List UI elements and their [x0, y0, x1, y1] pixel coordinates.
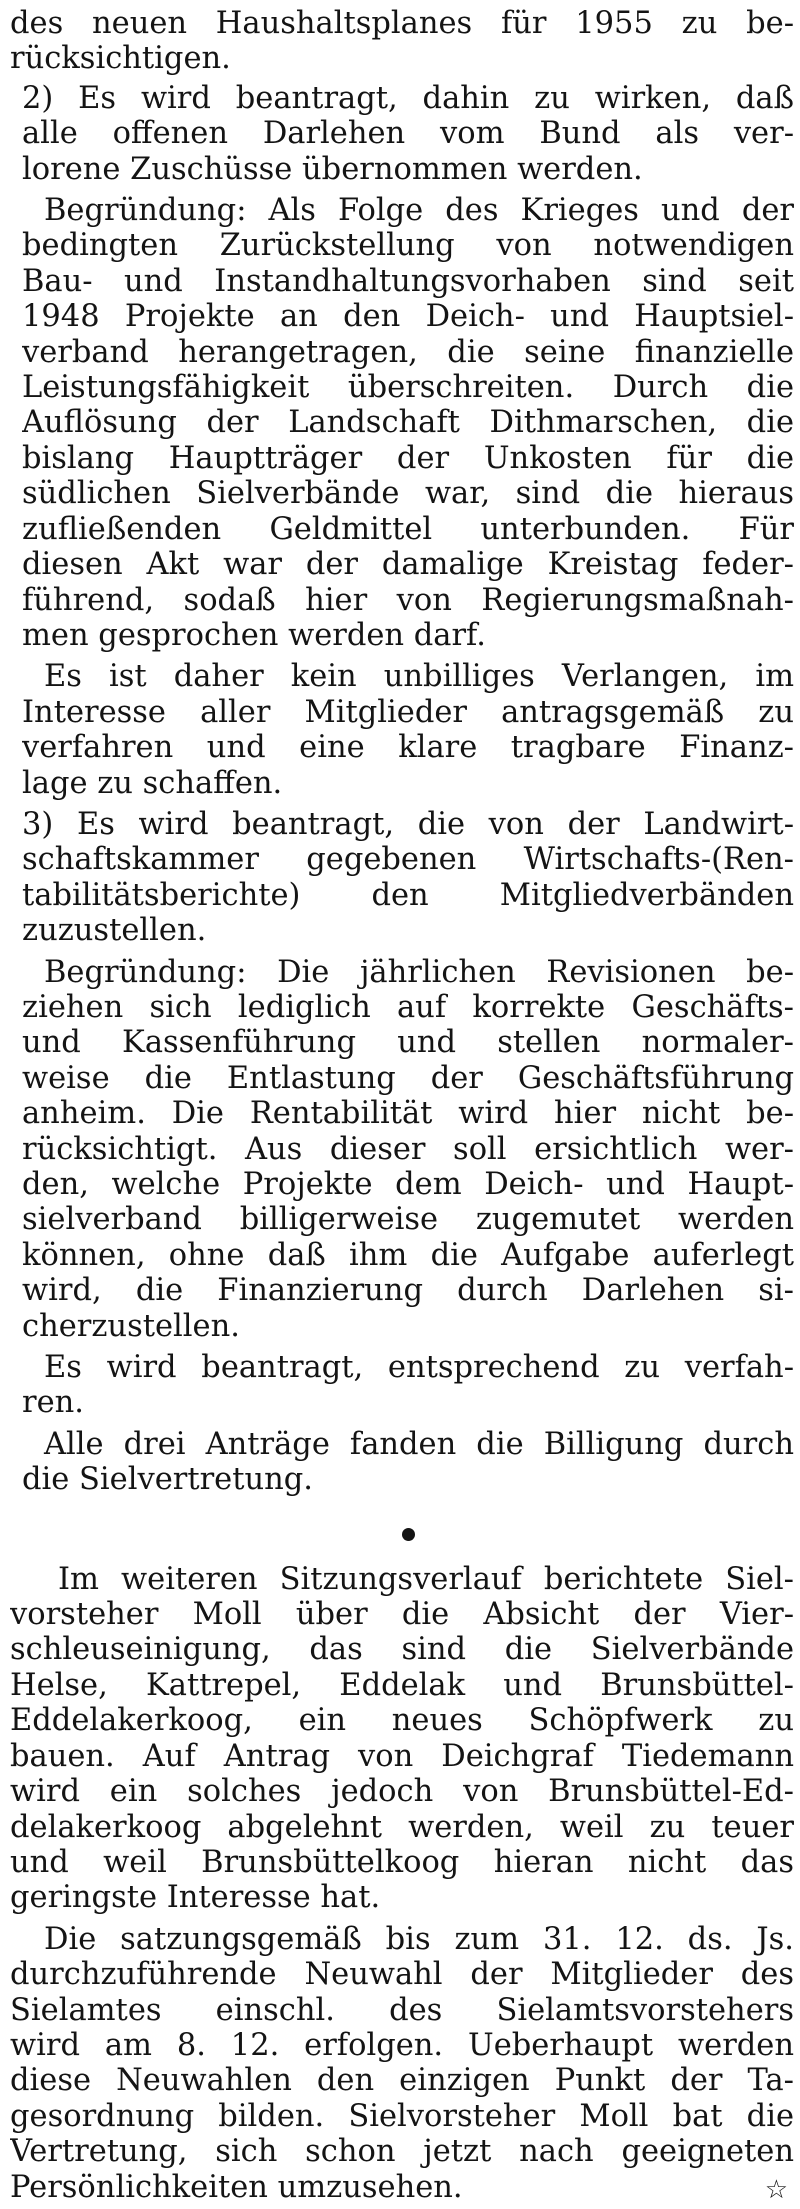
text-line: und Kassenführung und stellen normaler-: [22, 1025, 794, 1061]
text-line: schleuseinigung, das sind die Sielverbände: [10, 1632, 794, 1668]
final-paragraph-wrapper: [10, 1922, 794, 2205]
text-line: Begründung: Als Folge des Krieges und der: [44, 193, 794, 229]
text-line: des neuen Haushaltsplanes für 1955 zu be-: [10, 6, 794, 41]
text-line: die Sielvertretung.: [22, 1462, 313, 1498]
section-separator: [10, 1504, 794, 1562]
text-line: ren.: [22, 1385, 84, 1421]
paragraph-approval: [10, 1427, 794, 1498]
text-line: anheim. Die Rentabilität wird hier nicht be-: [22, 1096, 794, 1132]
text-line: tabilitätsberichte) den Mitgliedverbänden: [22, 877, 794, 913]
text-line: verband herangetragen, die seine finanzielle: [22, 334, 794, 370]
text-line: und weil Brunsbüttelkoog hieran nicht das: [10, 1844, 794, 1880]
paragraph-new-elections: [10, 1922, 794, 2205]
text-line: Die satzungsgemäß bis zum 31. 12. ds. Js.: [44, 1921, 794, 1957]
text-line: können, ohne daß ihm die Aufgabe auferlegt: [22, 1237, 794, 1273]
text-line: Leistungsfähigkeit überschreiten. Durch die: [22, 370, 794, 406]
text-line: Vertretung, sich schon jetzt nach geeigneten: [10, 2134, 794, 2170]
text-line: Es ist daher kein unbilliges Verlangen, im: [44, 659, 794, 695]
text-line: schaftskammer gegebenen Wirtschafts-(Ren-: [22, 842, 794, 878]
text-line: Helse, Kattrepel, Eddelak und Brunsbüttel-: [10, 1667, 794, 1703]
text-line: bislang Hauptträger der Unkosten für die: [22, 440, 794, 476]
paragraph-motion-3-reasoning: [10, 955, 794, 1344]
text-line: zuzustellen.: [22, 913, 207, 949]
text-line: sielverband billigerweise zugemutet werden: [22, 1202, 794, 1238]
text-line: bauen. Auf Antrag von Deichgraf Tiedemann: [10, 1738, 794, 1774]
text-line: Begründung: Die jährlichen Revisionen be-: [44, 954, 794, 990]
text-line: gesordnung bilden. Sielvorsteher Moll bat die: [10, 2098, 794, 2134]
text-line: zufließenden Geldmittel unterbunden. Für: [22, 511, 794, 547]
end-star-icon: ☆: [764, 2174, 788, 2205]
paragraph-motion-3: [10, 807, 794, 949]
paragraph-motion-2-reasoning: [10, 193, 794, 653]
text-line: Bau- und Instandhaltungsvorhaben sind seit: [22, 263, 794, 299]
text-line: durchzuführende Neuwahl der Mitglieder des: [10, 1957, 794, 1993]
text-line: men gesprochen werden darf.: [22, 617, 486, 653]
text-line: diese Neuwahlen den einzigen Punkt der Ta-: [10, 2063, 794, 2099]
text-line: 2) Es wird beantragt, dahin zu wirken, daß: [22, 80, 794, 116]
text-line: wird am 8. 12. erfolgen. Ueberhaupt werden: [10, 2027, 794, 2063]
paragraph-budget-continuation: [10, 6, 794, 77]
text-line: Es wird beantragt, entsprechend zu verfah-: [44, 1350, 794, 1386]
text-line: Auflösung der Landschaft Dithmarschen, die: [22, 405, 794, 441]
text-line: alle offenen Darlehen vom Bund als ver-: [22, 116, 794, 152]
paragraph-unreasonable-demand: [10, 659, 794, 801]
text-line: Persönlichkeiten umzusehen.: [10, 2169, 463, 2205]
text-line: südlichen Sielverbände war, sind die hieraus: [22, 476, 794, 512]
text-line: Sielamtes einschl. des Sielamtsvorstehers: [10, 1992, 794, 2028]
text-line: lorene Zuschüsse übernommen werden.: [22, 151, 643, 187]
paragraph-pumping-station: [10, 1562, 794, 1916]
bullet-dot-icon: [402, 1528, 415, 1541]
text-line: ziehen sich lediglich auf korrekte Geschäfts-: [22, 989, 794, 1025]
text-line: geringste Interesse hat.: [10, 1880, 381, 1916]
text-line: den, welche Projekte dem Deich- und Haupt-: [22, 1167, 794, 1202]
text-line: bedingten Zurückstellung von notwendigen: [22, 228, 794, 264]
text-line: rücksichtigt. Aus dieser soll ersichtlich wer-: [22, 1131, 794, 1167]
paragraph-motion-2: [10, 81, 794, 187]
text-line: verfahren und eine klare tragbare Finanz-: [22, 730, 794, 766]
text-line: weise die Entlastung der Geschäftsführung: [22, 1060, 794, 1096]
text-line: wird ein solches jedoch von Brunsbüttel-Ed-: [10, 1774, 794, 1810]
text-line: Interesse aller Mitglieder antragsgemäß zu: [22, 694, 794, 730]
text-line: cherzustellen.: [22, 1308, 240, 1344]
text-line: Alle drei Anträge fanden die Billigung durch: [44, 1426, 794, 1462]
text-line: lage zu schaffen.: [22, 765, 283, 801]
text-line: diesen Akt war der damalige Kreistag feder-: [22, 547, 794, 583]
text-line: vorsteher Moll über die Absicht der Vier-: [10, 1597, 794, 1633]
text-line: führend, sodaß hier von Regierungsmaßnah-: [22, 582, 794, 618]
text-line: rücksichtigen.: [10, 41, 231, 77]
text-line: wird, die Finanzierung durch Darlehen si-: [22, 1273, 794, 1309]
text-line: Eddelakerkoog, ein neues Schöpfwerk zu: [10, 1703, 794, 1739]
text-line: delakerkoog abgelehnt werden, weil zu teuer: [10, 1809, 794, 1845]
text-line: Im weiteren Sitzungsverlauf berichtete Siel-: [58, 1561, 794, 1597]
text-line: 3) Es wird beantragt, die von der Landwirt-: [22, 806, 794, 842]
paragraph-motion-request: [10, 1350, 794, 1421]
text-line: 1948 Projekte an den Deich- und Hauptsiel-: [22, 299, 794, 335]
